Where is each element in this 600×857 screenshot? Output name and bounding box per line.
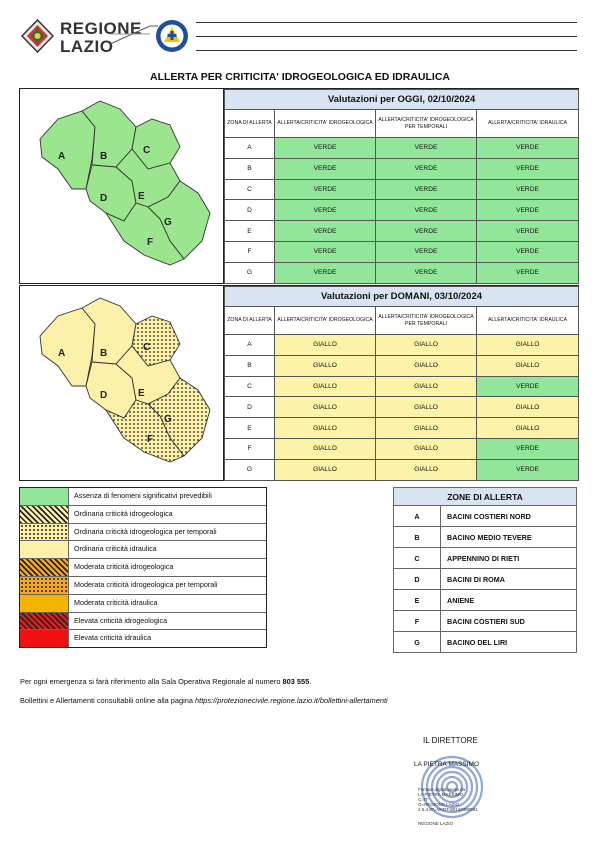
temporali-cell: VERDE [376, 158, 477, 179]
header-temporali: ALLERTA/CRITICITA' IDROGEOLOGICA PER TEMPORALI [376, 307, 477, 335]
map-label-a: A [58, 151, 66, 162]
table-row [225, 397, 579, 418]
legend-item [20, 559, 266, 577]
swatch-red-hatch [20, 613, 69, 630]
zone-cell: B [225, 158, 275, 179]
tomorrow-table [224, 286, 579, 481]
temporali-cell: GIALLO [376, 418, 477, 439]
header-temporali: ALLERTA/CRITICITA' IDROGEOLOGICA PER TEMPORALI [376, 110, 477, 138]
zone-name: BACINO DEL LIRI [441, 632, 577, 653]
temporali-cell: GIALLO [376, 355, 477, 376]
legend-item [20, 595, 266, 613]
swatch-red [20, 630, 69, 647]
idraulica-cell: VERDE [477, 138, 579, 159]
idraulica-cell: VERDE [477, 262, 579, 283]
legend-label: Moderata criticità idrogeologica [74, 562, 174, 572]
temporali-cell: GIALLO [376, 438, 477, 459]
zone-cell: C [225, 179, 275, 200]
today-block [19, 88, 579, 284]
header-line-1 [196, 22, 577, 23]
bulletin-note [20, 696, 388, 705]
table-row [225, 376, 579, 397]
table-row [225, 241, 579, 262]
idraulica-cell: GIALLO [477, 397, 579, 418]
table-row [225, 179, 579, 200]
zone-cell: D [225, 397, 275, 418]
zone-cell: G [225, 459, 275, 480]
table-row [225, 335, 579, 356]
header-line-3 [196, 50, 577, 51]
zone-row [394, 506, 577, 527]
regione-lazio-logo [21, 19, 54, 53]
logo-line2: LAZIO [60, 37, 114, 56]
stamp-line-5: 2.5.4.97=VATIT-80143490581 [418, 807, 478, 812]
table-row [225, 138, 579, 159]
map-label-e: E [138, 388, 145, 399]
zone-code: C [394, 548, 441, 569]
temporali-cell: VERDE [376, 138, 477, 159]
map-label-d: D [100, 390, 108, 401]
map-label-e: E [138, 191, 145, 202]
zone-name: APPENNINO DI RIETI [441, 548, 577, 569]
emergency-text: Per ogni emergenza si farà riferimento alla Sala Operativa Regionale al numero [20, 677, 283, 686]
zone-cell: E [225, 418, 275, 439]
idraulica-cell: VERDE [477, 438, 579, 459]
zone-cell: G [225, 262, 275, 283]
idraulica-cell: VERDE [477, 459, 579, 480]
idrogeologica-cell: VERDE [275, 241, 376, 262]
zone-cell: B [225, 355, 275, 376]
temporali-cell: VERDE [376, 262, 477, 283]
idrogeologica-cell: GIALLO [275, 459, 376, 480]
zone-cell: A [225, 138, 275, 159]
temporali-cell: VERDE [376, 179, 477, 200]
zone-cell: C [225, 376, 275, 397]
tomorrow-map [20, 286, 224, 480]
swatch-orange-dots [20, 577, 69, 594]
idraulica-cell: VERDE [477, 241, 579, 262]
bulletin-link[interactable]: https://protezionecivile.regione.lazio.it/bollettini-allertamenti [195, 696, 388, 705]
idrogeologica-cell: VERDE [275, 221, 376, 242]
zone-name: BACINI COSTIERI NORD [441, 506, 577, 527]
zones-table [393, 487, 577, 653]
legend-label: Moderata criticità idraulica [74, 597, 158, 607]
map-label-b: B [100, 348, 108, 359]
zone-code: D [394, 569, 441, 590]
map-label-f: F [147, 434, 154, 445]
director-role: IL DIRETTORE [423, 736, 478, 745]
zone-name: ANIENE [441, 590, 577, 611]
header-zone: ZONA DI ALLERTA [225, 307, 275, 335]
stamp-line-1: Firmato digitalmente da [418, 787, 466, 792]
map-label-d: D [100, 193, 108, 204]
legend-label: Moderata criticità idrogeologica per temporali [74, 579, 218, 589]
header-idrogeologica: ALLERTA/CRITICITA' IDROGEOLOGICA [275, 110, 376, 138]
idraulica-cell: GIALLO [477, 335, 579, 356]
legend-label: Ordinaria criticità idraulica [74, 544, 157, 554]
idrogeologica-cell: VERDE [275, 179, 376, 200]
zone-row [394, 590, 577, 611]
table-row [225, 158, 579, 179]
legend-label: Ordinaria criticità idrogeologica [74, 508, 173, 518]
idrogeologica-cell: GIALLO [275, 355, 376, 376]
zone-row [394, 632, 577, 653]
swatch-orange [20, 595, 69, 612]
emergency-number: 803 555 [282, 677, 310, 686]
idraulica-cell: VERDE [477, 221, 579, 242]
idraulica-cell: VERDE [477, 200, 579, 221]
bulletin-text: Bollettini e Allertamenti consultabili online alla pagina [20, 696, 196, 705]
idraulica-cell: VERDE [477, 376, 579, 397]
legend-item [20, 577, 266, 595]
temporali-cell: VERDE [376, 200, 477, 221]
zone-cell: E [225, 221, 275, 242]
idrogeologica-cell: GIALLO [275, 335, 376, 356]
zone-cell: A [225, 335, 275, 356]
table-row [225, 438, 579, 459]
tomorrow-heading: Valutazioni per DOMANI, 03/10/2024 [225, 287, 579, 307]
idrogeologica-cell: VERDE [275, 158, 376, 179]
zone-name: BACINO MEDIO TEVERE [441, 527, 577, 548]
logo-line1: REGIONE [60, 19, 142, 38]
swatch-yellow-dots [20, 524, 69, 541]
legend-label: Elevata criticità idrogeologica [74, 615, 168, 625]
header-idraulica: ALLERTA/CRITICITA' IDRAULICA [477, 110, 579, 138]
table-row [225, 355, 579, 376]
map-label-c: C [143, 342, 151, 353]
idrogeologica-cell: GIALLO [275, 418, 376, 439]
zone-row [394, 527, 577, 548]
idrogeologica-cell: VERDE [275, 138, 376, 159]
map-label-g: G [164, 414, 172, 425]
temporali-cell: GIALLO [376, 335, 477, 356]
stamp-line-2: LA PIETRA MASSIMO [418, 792, 464, 797]
swatch-yellow-hatch [20, 506, 69, 523]
director-name: LA PIETRA MASSIMO [414, 761, 480, 768]
temporali-cell: GIALLO [376, 397, 477, 418]
idraulica-cell: GIALLO [477, 418, 579, 439]
map-label-f: F [147, 237, 154, 248]
zone-code: A [394, 506, 441, 527]
legend-item [20, 541, 266, 559]
logo-divider-swoosh [110, 24, 158, 46]
legend-item [20, 524, 266, 542]
map-label-b: B [100, 151, 108, 162]
legend-item [20, 488, 266, 506]
zone-cell: F [225, 438, 275, 459]
table-row [225, 459, 579, 480]
legend-item [20, 613, 266, 631]
idrogeologica-cell: VERDE [275, 262, 376, 283]
map-zone-a [40, 308, 95, 386]
idraulica-cell: GIALLO [477, 355, 579, 376]
idrogeologica-cell: GIALLO [275, 376, 376, 397]
zone-code: G [394, 632, 441, 653]
header-zone: ZONA DI ALLERTA [225, 110, 275, 138]
swatch-orange-hatch [20, 559, 69, 576]
table-row [225, 221, 579, 242]
legend-label: Elevata criticità idraulica [74, 633, 152, 643]
zone-code: E [394, 590, 441, 611]
zone-name: BACINI COSTIERI SUD [441, 611, 577, 632]
emergency-end: . [309, 677, 312, 686]
emergency-note [20, 677, 311, 686]
table-row [225, 200, 579, 221]
idrogeologica-cell: GIALLO [275, 397, 376, 418]
map-zone-a [40, 111, 95, 189]
header-idrogeologica: ALLERTA/CRITICITA' IDROGEOLOGICA [275, 307, 376, 335]
temporali-cell: VERDE [376, 241, 477, 262]
swatch-yellow [20, 541, 69, 558]
legend-item [20, 506, 266, 524]
zone-row [394, 569, 577, 590]
legend-item [20, 630, 266, 647]
zone-row [394, 548, 577, 569]
protezione-civile-logo [155, 19, 189, 53]
temporali-cell: GIALLO [376, 459, 477, 480]
header-line-2 [196, 36, 577, 37]
temporali-cell: VERDE [376, 221, 477, 242]
zone-cell: D [225, 200, 275, 221]
stamp-line-6: REGIONE LAZIO [418, 821, 454, 826]
map-label-g: G [164, 217, 172, 228]
legend-label: Ordinaria criticità idrogeologica per temporali [74, 526, 217, 536]
map-label-a: A [58, 348, 66, 359]
map-label-c: C [143, 145, 151, 156]
zone-code: F [394, 611, 441, 632]
idraulica-cell: VERDE [477, 179, 579, 200]
today-table [224, 89, 579, 284]
legend [19, 487, 267, 648]
temporali-cell: GIALLO [376, 376, 477, 397]
idraulica-cell: VERDE [477, 158, 579, 179]
today-heading: Valutazioni per OGGI, 02/10/2024 [225, 90, 579, 110]
zone-name: BACINI DI ROMA [441, 569, 577, 590]
zone-cell: F [225, 241, 275, 262]
idrogeologica-cell: VERDE [275, 200, 376, 221]
zone-code: B [394, 527, 441, 548]
stamp-line-3: C=IT [418, 797, 428, 802]
zone-row [394, 611, 577, 632]
idrogeologica-cell: GIALLO [275, 438, 376, 459]
page-title: ALLERTA PER CRITICITA' IDROGEOLOGICA ED IDRAULICA [150, 71, 450, 83]
table-row [225, 418, 579, 439]
zones-heading: ZONE DI ALLERTA [394, 488, 577, 506]
today-map [20, 89, 224, 283]
legend-label: Assenza di fenomeni significativi prevedibili [74, 491, 212, 500]
tomorrow-block [19, 285, 579, 481]
table-row [225, 262, 579, 283]
header-idraulica: ALLERTA/CRITICITA' IDRAULICA [477, 307, 579, 335]
stamp-line-4: O=REGIONE LAZIO [418, 802, 460, 807]
swatch-green [20, 488, 69, 505]
